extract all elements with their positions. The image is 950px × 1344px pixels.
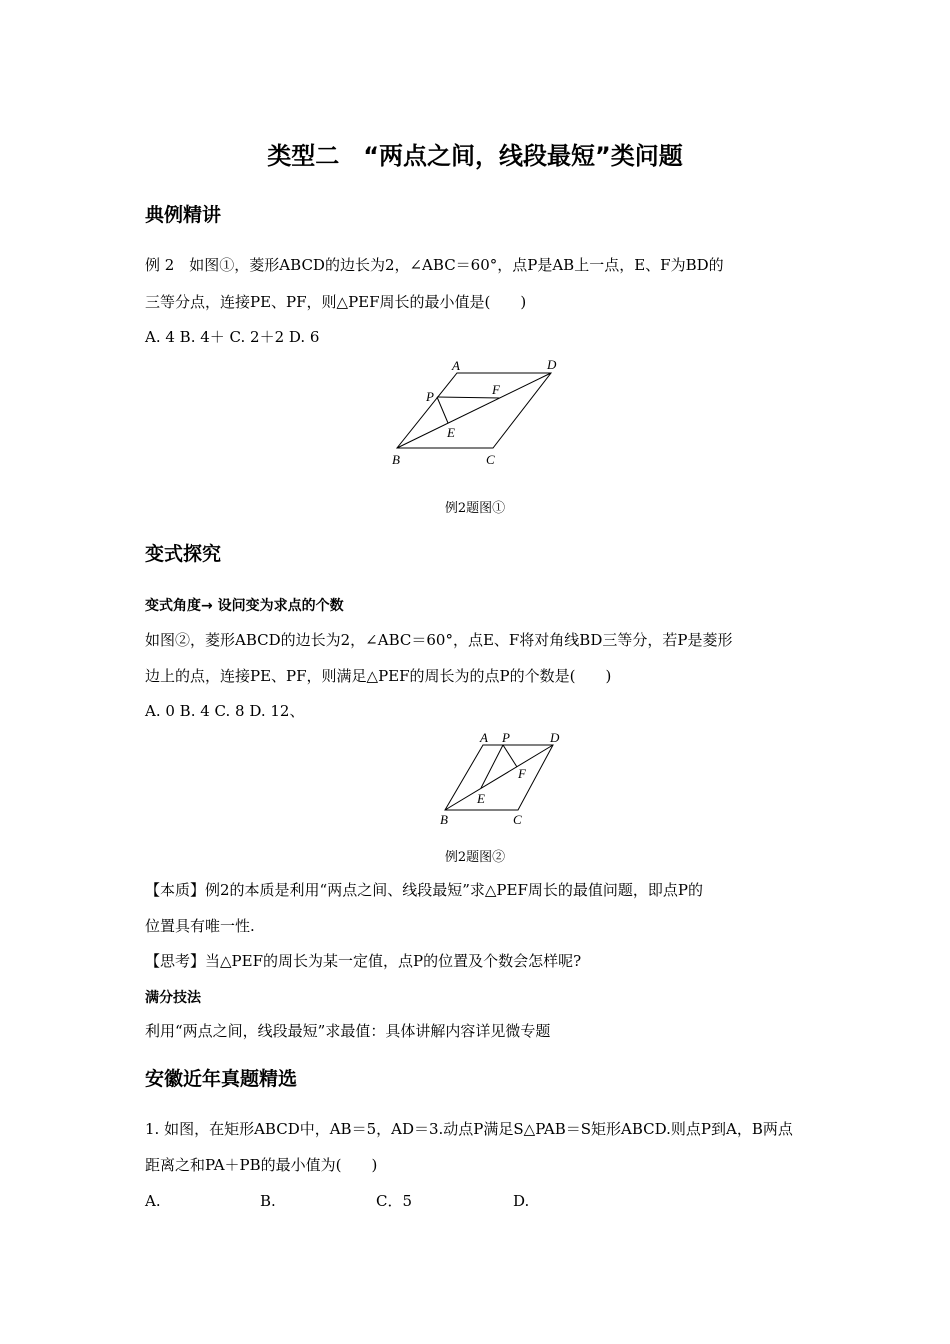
method-heading: 满分技法 bbox=[145, 990, 201, 1006]
fig2-label-p: P bbox=[502, 730, 510, 745]
fig1-label-f: F bbox=[492, 382, 500, 397]
fig1-label-b: B bbox=[392, 452, 400, 467]
variant-text-line1: 如图②，菱形ABCD的边长为2，∠ABC＝60°，点E、F将对角线BD三等分，若P是菱形 bbox=[145, 631, 733, 649]
fig2-label-d: D bbox=[550, 730, 560, 745]
section-heading-real-questions: 安徽近年真题精选 bbox=[145, 1068, 298, 1090]
question1-option-c: C．5 bbox=[376, 1192, 413, 1210]
rhombus-figure-1 bbox=[397, 373, 551, 448]
fig1-label-e: E bbox=[447, 425, 455, 440]
fig2-label-b: B bbox=[440, 812, 448, 827]
question1-line2: 距离之和PA＋PB的最小值为( ) bbox=[145, 1156, 378, 1174]
question1-option-a: A. bbox=[145, 1192, 161, 1210]
essence-line1: 【本质】例2的本质是利用“两点之间、线段最短”求△PEF周长的最值问题，即点P的 bbox=[145, 881, 703, 899]
variant-options: A. 0 B. 4 C. 8 D. 12、 bbox=[145, 702, 305, 720]
fig1-label-a: A bbox=[452, 358, 460, 373]
rhombus-figure-2 bbox=[445, 745, 553, 810]
fig2-label-e: E bbox=[477, 791, 485, 806]
fig2-label-c: C bbox=[513, 812, 522, 827]
section-heading-variants: 变式探究 bbox=[145, 543, 222, 565]
fig1-label-d: D bbox=[547, 357, 557, 372]
example-text-line1: 例 2 如图①，菱形ABCD的边长为2，∠ABC＝60°，点P是AB上一点，E、F为BD的 bbox=[145, 256, 724, 274]
example-options: A. 4 B. 4＋ C. 2＋2 D. 6 bbox=[145, 328, 320, 346]
fig2-label-a: A bbox=[480, 730, 488, 745]
example-text-line2: 三等分点，连接PE、PF，则△PEF周长的最小值是( ) bbox=[145, 293, 527, 311]
figure-2-caption: 例2题图② bbox=[444, 850, 506, 865]
question1-line1: 1. 如图，在矩形ABCD中，AB＝5，AD＝3.动点P满足S△PAB＝S矩形ABCD.则点P到A，B两点 bbox=[145, 1120, 793, 1138]
page-title: 类型二 “两点之间，线段最短”类问题 bbox=[267, 142, 683, 170]
fig1-label-c: C bbox=[486, 452, 495, 467]
fig1-label-p: P bbox=[426, 389, 434, 404]
method-text: 利用“两点之间，线段最短”求最值：具体讲解内容详见微专题 bbox=[145, 1022, 551, 1040]
variant-text-line2: 边上的点，连接PE、PF，则满足△PEF的周长为的点P的个数是( ) bbox=[145, 667, 612, 685]
section-heading-examples: 典例精讲 bbox=[145, 204, 222, 226]
question1-option-b: B. bbox=[260, 1192, 276, 1210]
essence-line2: 位置具有唯一性. bbox=[145, 917, 255, 935]
question1-option-d: D. bbox=[513, 1192, 530, 1210]
think-text: 【思考】当△PEF的周长为某一定值，点P的位置及个数会怎样呢? bbox=[145, 952, 582, 970]
fig2-label-f: F bbox=[518, 766, 526, 781]
variant-heading: 变式角度→ 设问变为求点的个数 bbox=[145, 598, 344, 614]
figure-1-caption: 例2题图① bbox=[444, 501, 506, 516]
